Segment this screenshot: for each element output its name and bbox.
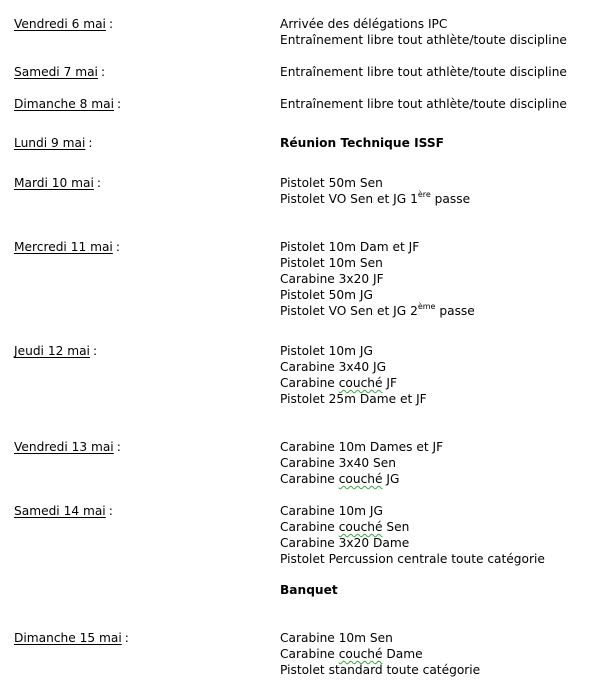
day-label — [14, 175, 101, 191]
event-text: Pistolet 25m Dame et JF — [280, 392, 427, 406]
event-text: Carabine 10m JG — [280, 504, 383, 518]
event-line — [280, 630, 393, 646]
spellcheck-word: couché — [338, 376, 383, 390]
day-name: Jeudi 12 mai — [14, 344, 90, 358]
day-colon: : — [88, 136, 93, 150]
day-label — [14, 135, 93, 151]
day-colon: : — [108, 504, 113, 518]
event-text-suffix: passe — [435, 304, 475, 318]
day-colon: : — [124, 631, 129, 645]
day-label — [14, 343, 97, 359]
event-line — [280, 239, 419, 255]
event-text: Pistolet VO Sen et JG 1 — [280, 192, 418, 206]
event-line — [280, 343, 373, 359]
spellcheck-word: couché — [338, 520, 383, 534]
event-line — [280, 439, 443, 455]
day-name: Vendredi 6 mai — [14, 17, 106, 31]
event-text: Carabine 3x40 JG — [280, 360, 387, 374]
spellcheck-word: couché — [338, 647, 383, 661]
event-text: Carabine — [280, 647, 339, 661]
event-text: Entraînement libre tout athlète/toute discipline — [280, 97, 567, 111]
day-label — [14, 439, 121, 455]
event-line — [280, 359, 386, 375]
day-name: Mercredi 11 mai — [14, 240, 113, 254]
day-label — [14, 630, 129, 646]
event-text: Carabine 3x40 Sen — [280, 456, 396, 470]
event-text: Entraînement libre tout athlète/toute discipline — [280, 65, 567, 79]
event-text: Pistolet 50m Sen — [280, 176, 383, 190]
day-label — [14, 16, 113, 32]
day-colon: : — [116, 440, 121, 454]
event-line — [280, 551, 545, 567]
day-name: Dimanche 8 mai — [14, 97, 114, 111]
day-label — [14, 239, 120, 255]
event-text: Pistolet VO Sen et JG 2 — [280, 304, 418, 318]
day-colon: : — [96, 176, 101, 190]
event-text-suffix: Sen — [382, 520, 410, 534]
day-name: Mardi 10 mai — [14, 176, 94, 190]
event-text: Carabine 3x20 JF — [280, 272, 384, 286]
day-name: Dimanche 15 mai — [14, 631, 122, 645]
event-line — [280, 96, 567, 112]
event-text: Carabine — [280, 472, 339, 486]
event-text: Banquet — [280, 583, 338, 597]
day-colon: : — [115, 240, 120, 254]
event-text: Carabine 10m Dames et JF — [280, 440, 444, 454]
day-name: Lundi 9 mai — [14, 136, 86, 150]
event-line — [280, 64, 567, 80]
event-text-suffix: JF — [382, 376, 397, 390]
event-text: Arrivée des délégations IPC — [280, 17, 448, 31]
event-text-suffix: passe — [430, 192, 471, 206]
event-text: Réunion Technique ISSF — [280, 136, 444, 150]
event-line — [280, 191, 470, 207]
day-label — [14, 96, 121, 112]
event-text: Carabine 10m Sen — [280, 631, 393, 645]
day-colon: : — [108, 17, 114, 31]
event-text: Entraînement libre tout athlète/toute discipline — [280, 33, 567, 47]
event-line — [280, 471, 399, 487]
event-line — [280, 582, 338, 598]
event-text: Pistolet standard toute catégorie — [280, 663, 481, 677]
event-line — [280, 519, 409, 535]
event-text: Carabine — [280, 520, 339, 534]
event-line — [280, 375, 397, 391]
event-line — [280, 535, 409, 551]
event-text-suffix: JG — [382, 472, 400, 486]
event-line — [280, 32, 567, 48]
event-text: Carabine — [280, 376, 339, 390]
day-label — [14, 64, 105, 80]
spellcheck-word: couché — [338, 472, 383, 486]
event-line — [280, 455, 396, 471]
event-text-suffix: Dame — [382, 647, 423, 661]
event-line — [280, 16, 447, 32]
event-text: Pistolet 10m JG — [280, 344, 373, 358]
event-line — [280, 662, 480, 678]
event-line — [280, 391, 427, 407]
event-text: Pistolet Percussion centrale toute catégorie — [280, 552, 545, 566]
event-line — [280, 503, 383, 519]
day-name: Samedi 14 mai — [14, 504, 106, 518]
event-line — [280, 271, 384, 287]
event-line — [280, 255, 383, 271]
event-line — [280, 303, 475, 319]
day-name: Vendredi 13 mai — [14, 440, 114, 454]
event-text: Pistolet 50m JG — [280, 288, 373, 302]
event-line — [280, 135, 444, 151]
ordinal-suffix: ème — [417, 301, 436, 311]
event-text: Pistolet 10m Sen — [280, 256, 383, 270]
event-text: Pistolet 10m Dam et JF — [280, 240, 420, 254]
day-label — [14, 503, 113, 519]
day-colon: : — [100, 65, 106, 79]
day-colon: : — [117, 97, 122, 111]
event-line — [280, 287, 373, 303]
event-text: Carabine 3x20 Dame — [280, 536, 410, 550]
event-line — [280, 175, 383, 191]
event-line — [280, 646, 423, 662]
day-colon: : — [92, 344, 98, 358]
day-name: Samedi 7 mai — [14, 65, 98, 79]
ordinal-suffix: ère — [417, 189, 431, 199]
